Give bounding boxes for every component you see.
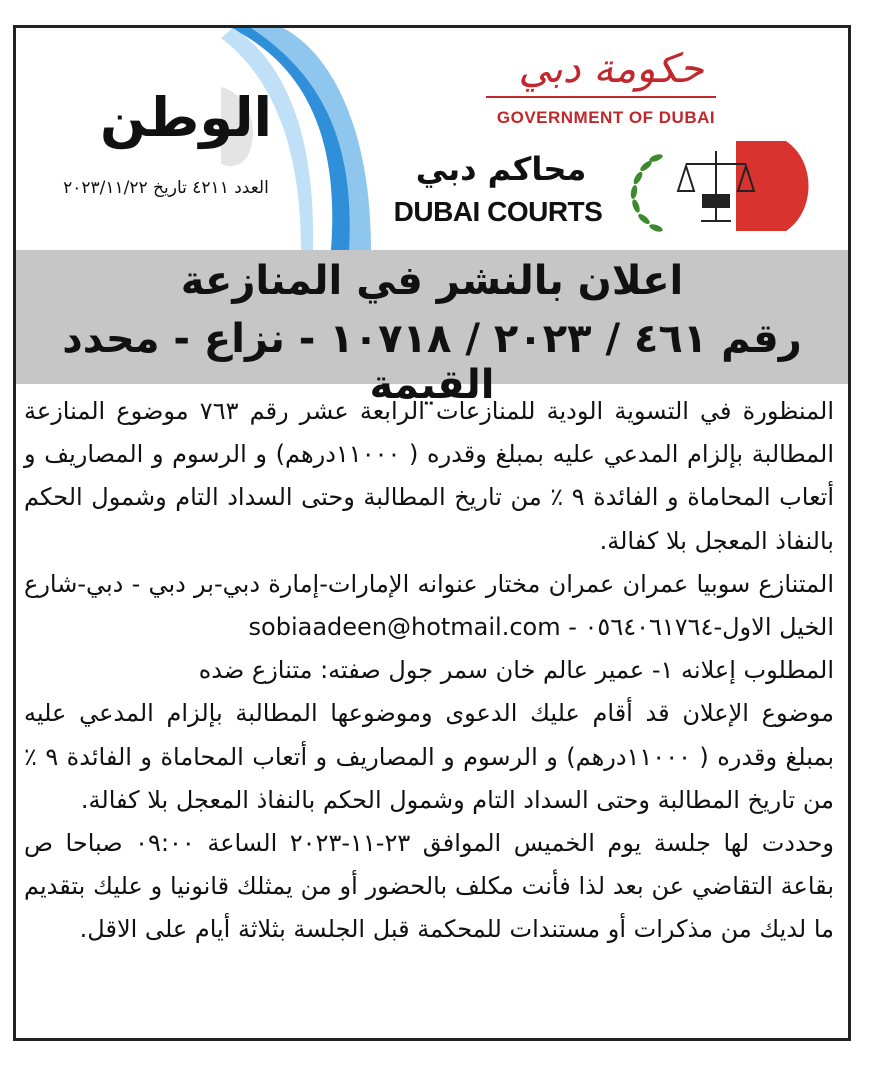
dubai-courts-scales-icon [616,136,816,236]
issue-date-line: العدد ٤٢١١ تاريخ ٢٠٢٣/١١/٢٢ [63,178,269,198]
respondent-paragraph: المطلوب إعلانه ١- عمير عالم خان سمر جول صفته: متنازع ضده [198,656,834,685]
government-name-english: GOVERNMENT OF DUBAI [496,108,716,127]
case-description-paragraph: المنظورة في التسوية الودية للمنازعات الرابعة عشر رقم ٧٦٣ موضوع المنازعة المطالبة بإلزام المدعي عليه بمبلغ وقدره ( ١١٠٠٠درهم) و الرسوم و المصاريف و أتعاب المحاماة و الفائدة ٩ ٪ من تاريخ المطالبة وحتى السداد التام وشمول الحكم بالنفاذ المعجل بلا كفالة. [24,397,835,555]
courts-name-arabic: محاكم دبي [415,150,587,188]
notice-title: اعلان بالنشر في المنازعة [180,258,684,304]
courts-name-english: DUBAI COURTS [393,196,603,227]
notice-frame [13,25,851,1041]
case-number: رقم ٤٦١ / ٢٠٢٣ / ١٠٧١٨ - نزاع - محدد القيمة [62,316,802,408]
notice-body [24,390,834,952]
notice-subject-paragraph: موضوع الإعلان قد أقام عليك الدعوى وموضوعها المطالبة بإلزام المدعي عليه بمبلغ وقدره ( ١١٠٠٠درهم) و الرسوم و المصاريف و أتعاب المحاماة و الفائدة ٩ ٪ من تاريخ المطالبة وحتى السداد التام وشمول الحكم بالنفاذ المعجل بلا كفالة. [24,699,835,814]
notice-title-banner [16,250,848,408]
government-name-arabic: حكومة دبي [518,46,704,92]
claimant-paragraph: المتنازع سوبيا عمران عمران مختار عنوانه الإمارات-إمارة دبي-بر دبي - دبي-شارع الخيل الاول-٠٥٦٤٠٦١٧٦٤ - sobiaadeen@hotmail.com [24,569,834,642]
hearing-paragraph: وحددت لها جلسة يوم الخميس الموافق ٢٣-١١-٢٠٢٣ الساعة ٠٩:٠٠ صباحا ص بقاعة التقاضي عن بعد لذا فأنت مكلف بالحضور أو من يمثلك قانونيا و عليك بتقديم ما لديك من مذكرات أو مستندات للمحكمة قبل الجلسة بثلاثة أيام على الاقل. [24,829,834,944]
newspaper-name: الوطن [99,86,273,149]
government-divider [486,96,716,98]
header [16,28,848,250]
